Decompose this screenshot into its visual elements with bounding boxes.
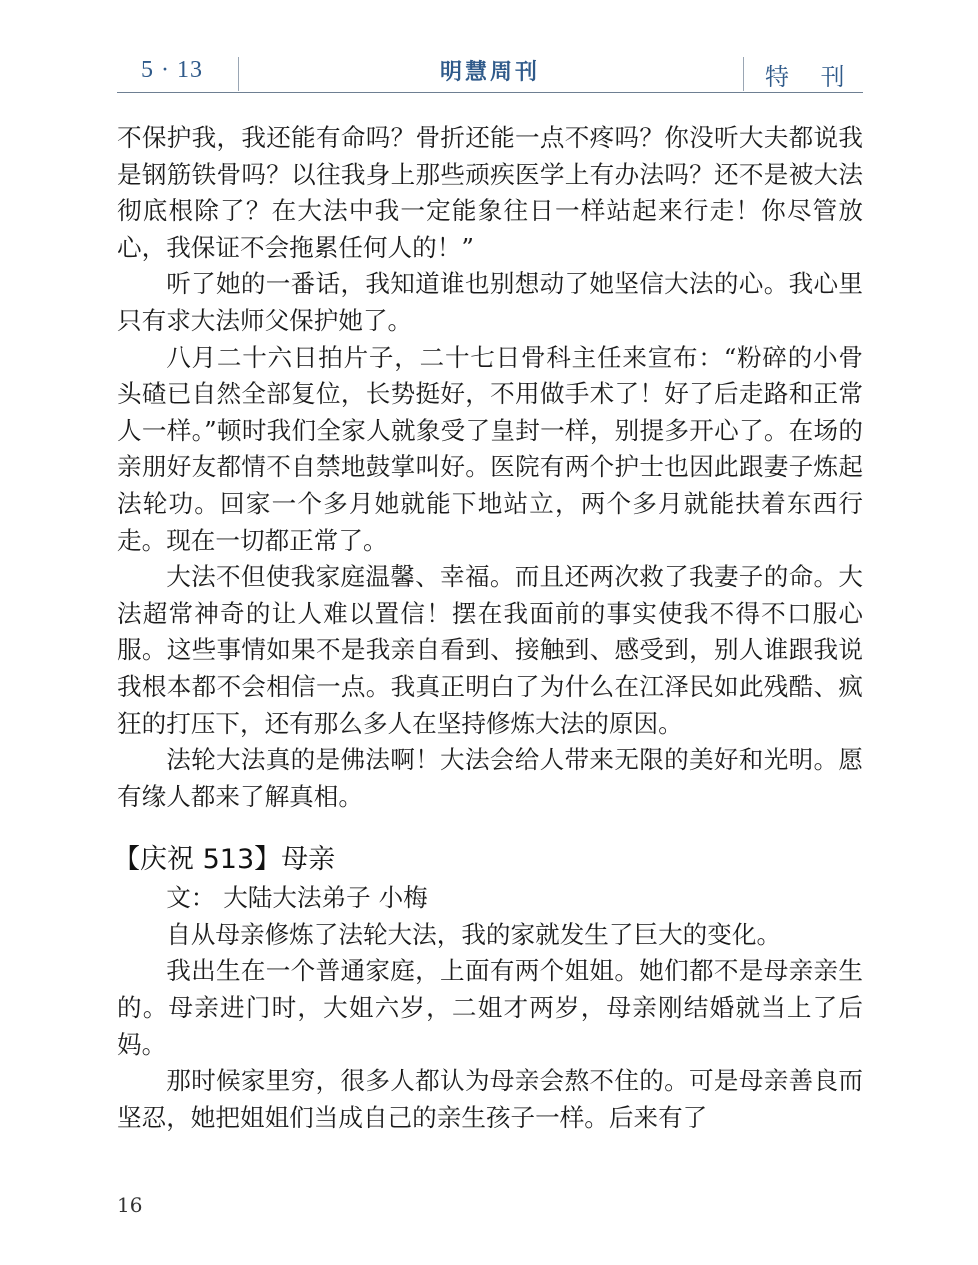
header-divider-right (743, 57, 744, 91)
header-rule (117, 92, 863, 93)
article1-paragraph-2: 听了她的一番话，我知道谁也别想动了她坚信大法的心。我心里只有求大法师父保护她了。 (117, 269, 863, 335)
page-body (113, 120, 863, 1136)
page-header (117, 55, 863, 93)
article2-paragraph-3: 那时候家里穷，很多人都认为母亲会熬不住的。可是母亲善良而坚忍，她把姐姐们当成自己的亲生孩子一样。后来有了 (117, 1066, 863, 1132)
article1-paragraph-1: 不保护我，我还能有命吗？骨折还能一点不疼吗？你没听大夫都说我是钢筋铁骨吗？以往我身上那些顽疾医学上有办法吗？还不是被大法彻底根除了？在大法中我一定能象往日一样站起来行走！你尽管放心，我保证不会拖累任何人的！” (117, 123, 863, 262)
issue-label: 5 · 13 (141, 57, 203, 83)
article1-paragraph-4: 大法不但使我家庭温馨、幸福。而且还两次救了我妻子的命。大法超常神奇的让人难以置信！摆在我面前的事实使我不得不口服心服。这些事情如果不是我亲自看到、接触到、感受到，别人谁跟我说我根本都不会相信一点。我真正明白了为什么在江泽民如此残酷、疯狂的打压下，还有那么多人在坚持修炼大法的原因。 (117, 562, 863, 738)
edition-label: 特 刊 (765, 63, 857, 91)
article2-paragraph-2: 我出生在一个普通家庭，上面有两个姐姐。她们都不是母亲亲生的。母亲进门时，大姐六岁，二姐才两岁，母亲刚结婚就当上了后妈。 (117, 956, 863, 1059)
publication-title: 明慧周刊 (439, 60, 540, 85)
page-number: 16 (117, 1193, 143, 1217)
article2-title: 【庆祝 513】母亲 (113, 844, 336, 876)
article2-author: 文： 大陆大法弟子 小梅 (166, 883, 428, 913)
article2-paragraph-1: 自从母亲修炼了法轮大法，我的家就发生了巨大的变化。 (166, 919, 782, 949)
article1-paragraph-3: 八月二十六日拍片子，二十七日骨科主任来宣布：“粉碎的小骨头碴已自然全部复位，长势挺好，不用做手术了！好了后走路和正常人一样。”顿时我们全家人就象受了皇封一样，别提多开心了。在场的亲朋好友都情不自禁地鼓掌叫好。医院有两个护士也因此跟妻子炼起法轮功。回家一个多月她就能下地站立，两个多月就能扶着东西行走。现在一切都正常了。 (117, 342, 863, 555)
article1-paragraph-5: 法轮大法真的是佛法啊！大法会给人带来无限的美好和光明。愿有缘人都来了解真相。 (117, 745, 863, 811)
